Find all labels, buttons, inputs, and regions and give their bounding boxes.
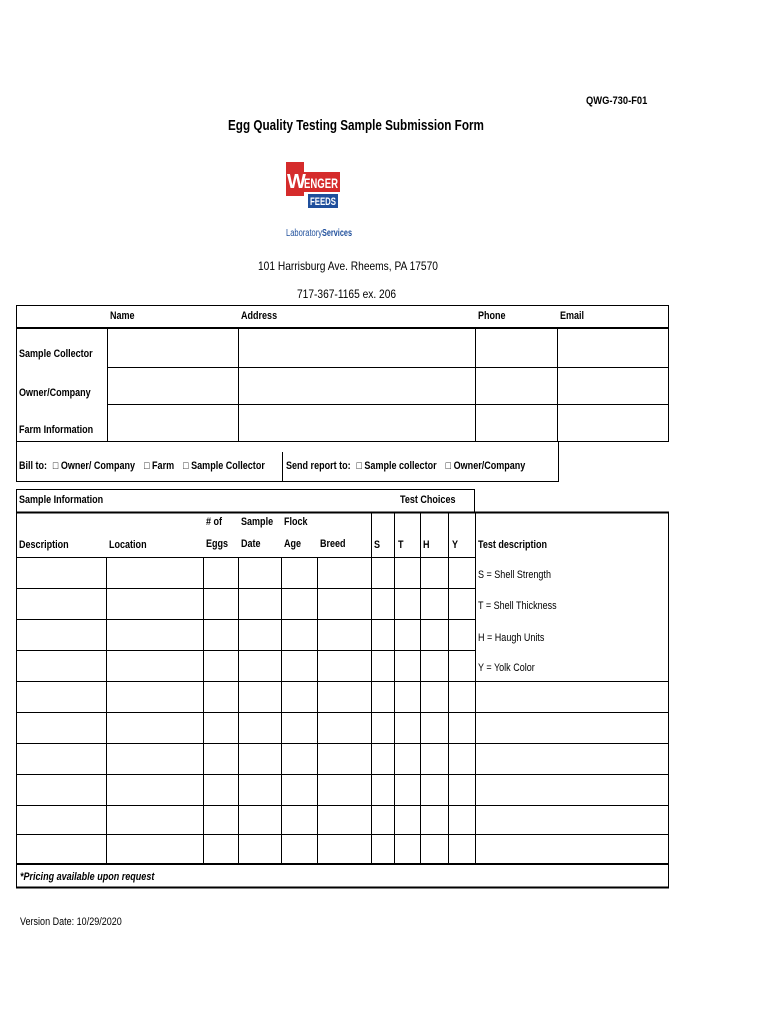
test-desc-y: Y = Yolk Color — [478, 662, 535, 674]
test-desc-s: S = Shell Strength — [478, 569, 551, 581]
bill-farm-checkbox[interactable]: □ — [144, 460, 150, 472]
header-eggs-1: # of — [206, 516, 223, 528]
header-y: Y — [452, 539, 459, 551]
page-title: Egg Quality Testing Sample Submission Form — [228, 117, 484, 134]
send-report-label: Send report to: — [286, 460, 351, 472]
bill-to-row — [19, 460, 265, 472]
test-desc-h: H = Haugh Units — [478, 632, 545, 644]
header-email: Email — [560, 310, 585, 322]
lab-phone: 717-367-1165 ex. 206 — [297, 287, 397, 301]
sample-information-label: Sample Information — [19, 494, 104, 506]
header-s: S — [374, 539, 381, 551]
report-collector-option: Sample collector — [364, 460, 437, 472]
report-collector-checkbox[interactable]: □ — [356, 460, 362, 472]
svg-text:FEEDS: FEEDS — [310, 196, 336, 208]
report-owner-checkbox[interactable]: □ — [445, 460, 452, 472]
row-farm-information: Farm Information — [19, 424, 94, 436]
svg-text:W: W — [287, 171, 306, 193]
header-age-1: Flock — [284, 516, 308, 528]
header-description: Description — [19, 539, 69, 551]
test-desc-t: T = Shell Thickness — [478, 600, 557, 612]
bill-collector-checkbox[interactable]: □ — [183, 460, 189, 472]
send-report-row — [286, 460, 525, 472]
bill-to-label: Bill to: — [19, 460, 48, 472]
row-sample-collector: Sample Collector — [19, 348, 93, 360]
pricing-note: *Pricing available upon request — [20, 871, 155, 883]
bill-owner-option: Owner/ Company — [60, 460, 136, 472]
bill-owner-checkbox[interactable]: □ — [52, 460, 59, 472]
header-date-2: Date — [241, 538, 261, 550]
svg-text:ENGER: ENGER — [304, 175, 338, 191]
header-location: Location — [109, 539, 147, 551]
header-age-2: Age — [284, 538, 302, 550]
header-t: T — [398, 539, 404, 551]
report-owner-option: Owner/Company — [453, 460, 526, 472]
row-owner-company: Owner/Company — [19, 387, 91, 399]
bill-collector-option: Sample Collector — [191, 460, 265, 472]
form-code: QWG-730-F01 — [586, 95, 648, 107]
header-breed: Breed — [320, 538, 346, 550]
header-test-description: Test description — [478, 539, 548, 551]
header-h: H — [423, 539, 430, 551]
version-date: Version Date: 10/29/2020 — [20, 916, 122, 928]
header-eggs-2: Eggs — [206, 538, 229, 550]
header-name: Name — [110, 310, 135, 322]
lab-address: 101 Harrisburg Ave. Rheems, PA 17570 — [258, 259, 438, 273]
svg-text:Laboratory: Laboratory — [286, 228, 322, 239]
bill-farm-option: Farm — [152, 460, 175, 472]
header-phone: Phone — [478, 310, 506, 322]
svg-text:Services: Services — [322, 228, 353, 239]
header-address: Address — [241, 310, 278, 322]
test-choices-label: Test Choices — [400, 494, 456, 506]
header-date-1: Sample — [241, 516, 274, 528]
